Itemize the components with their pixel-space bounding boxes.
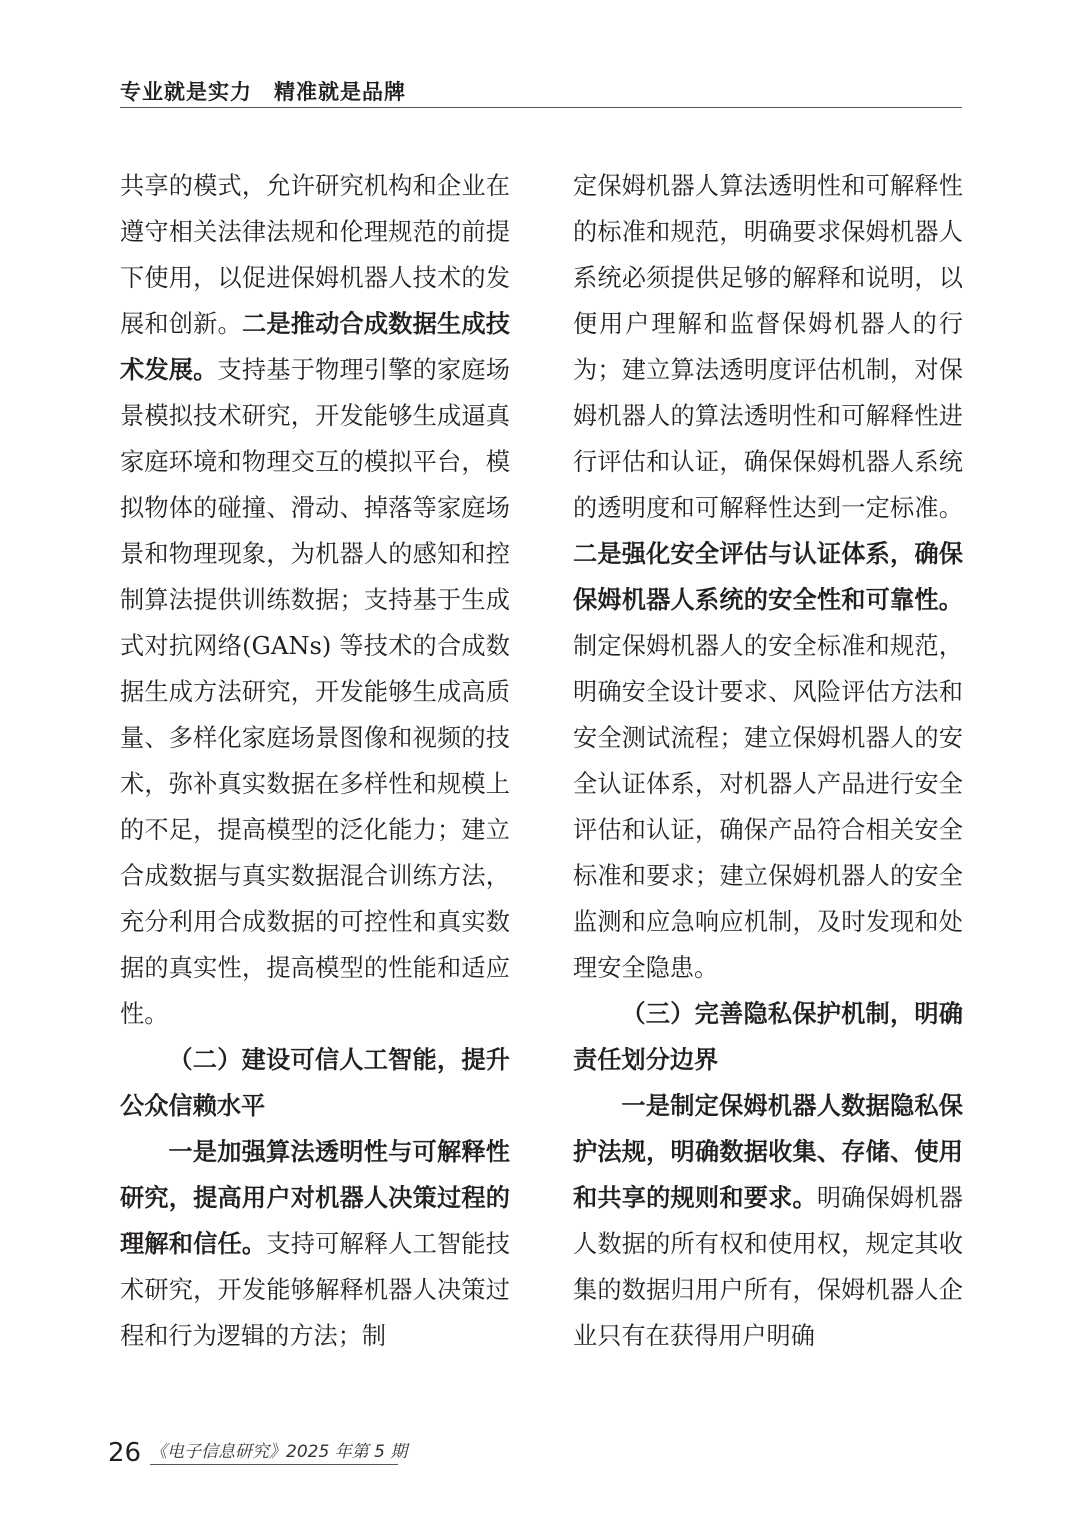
left-p2-text: 支持可解释人工智能技术研究，开发能够解释机器人决策过程和行为逻辑的方法；制 — [120, 1230, 510, 1350]
left-p1-text-cont: 支持基于物理引擎的家庭场景模拟技术研究，开发能够生成逼真家庭环境和物理交互的模拟平台，模拟物体的碰撞、滑动、掉落等家庭场景和物理现象，为机器人的感知和控制算法提供训练数据；支持基于生成式对抗网络(GANs) 等技术的合成数据生成方法研究，开发能够生成高质量、多样化家庭场景图像和视频的技术，弥补真实数据在多样性和规模上的不足，提高模型的泛化能力；建立合成数据与真实数据混合训练方法，充分利用合成数据的可控性和真实数据的真实性，提高模型的性能和适应性。 — [120, 356, 510, 1028]
section-heading-2: （二）建设可信人工智能，提升公众信赖水平 — [120, 1045, 510, 1120]
right-p2-bold: 一是制定保姆机器人数据隐私保护法规，明确数据收集、存储、使用和共享的规则和要求。 — [573, 1091, 963, 1212]
header-divider — [120, 107, 962, 108]
right-paragraph-1 — [573, 163, 963, 991]
right-p2-text: 明确保姆机器人数据的所有权和使用权，规定其收集的数据归用户所有，保姆机器人企业只有在获得用户明确 — [573, 1184, 963, 1350]
left-paragraph-2 — [120, 1129, 510, 1359]
right-paragraph-2 — [573, 1083, 963, 1359]
right-p1-text-cont: 制定保姆机器人的安全标准和规范，明确安全设计要求、风险评估方法和安全测试流程；建立保姆机器人的安全认证体系，对机器人产品进行安全评估和认证，确保产品符合相关安全标准和要求；建立保姆机器人的安全监测和应急响应机制，及时发现和处理安全隐患。 — [573, 632, 963, 982]
section-heading-3: （三）完善隐私保护机制，明确责任划分边界 — [573, 999, 963, 1074]
journal-title: 《电子信息研究》2025 年第 5 期 — [150, 1437, 398, 1465]
header-slogan: 专业就是实力 精准就是品牌 — [120, 80, 406, 104]
left-p2-bold: 一是加强算法透明性与可解释性研究，提高用户对机器人决策过程的理解和信任。 — [120, 1137, 510, 1258]
left-column — [120, 163, 510, 1359]
left-p1-text: 共享的模式，允许研究机构和企业在遵守相关法律法规和伦理规范的前提下使用，以促进保姆机器人技术的发展和创新。 — [120, 172, 510, 338]
page-number: 26 — [108, 1438, 142, 1468]
left-paragraph-1 — [120, 163, 510, 1037]
right-p1-bold: 二是强化安全评估与认证体系，确保保姆机器人系统的安全性和可靠性。 — [573, 539, 963, 614]
left-p1-bold: 二是推动合成数据生成技术发展。 — [120, 309, 510, 384]
right-column — [573, 163, 963, 1359]
right-p1-text: 定保姆机器人算法透明性和可解释性的标准和规范，明确要求保姆机器人系统必须提供足够的解释和说明，以便用户理解和监督保姆机器人的行为；建立算法透明度评估机制，对保姆机器人的算法透明性和可解释性进行评估和认证，确保保姆机器人系统的透明度和可解释性达到一定标准。 — [573, 172, 963, 522]
